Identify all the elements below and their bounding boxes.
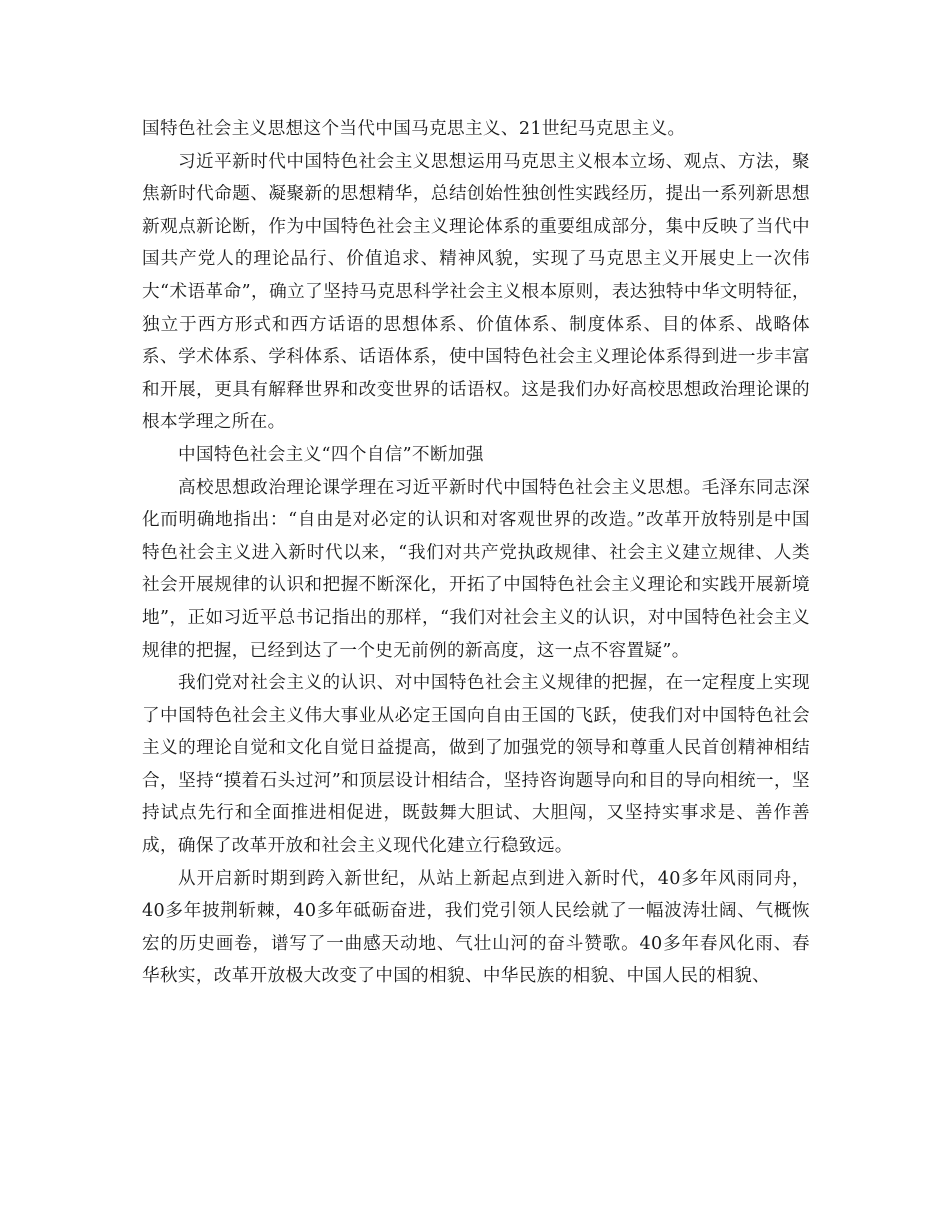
paragraph-xi-thought-summary: 习近平新时代中国特色社会主义思想运用马克思主义根本立场、观点、方法，聚焦新时代命题、凝聚新的思想精华，总结创始性独创性实践经历，提出一系列新思想新观点新论断，作为中国特色社会主义理论体系的重要组成部分，集中反映了当代中国共产党人的理论品行、价值追求、精神风貌，实现了马克思主义开展史上一次伟大“术语革命”，确立了坚持马克思科学社会主义根本原则，表达独特中华文明特征，独立于西方形式和西方话语的思想体系、价值体系、制度体系、目的体系、战略体系、学术体系、学科体系、话语体系，使中国特色社会主义理论体系得到进一步丰富和开展，更具有解释世界和改变世界的话语权。这是我们办好高校思想政治理论课的根本学理之所在。 xyxy=(142,151,810,433)
section-heading: 中国特色社会主义“四个自信”不断加强 xyxy=(178,444,484,465)
paragraph-continuation: 国特色社会主义思想这个当代中国马克思主义、21世纪马克思主义。 xyxy=(142,119,686,139)
paragraph-forty-years: 从开启新时期到跨入新世纪，从站上新起点到进入新时代，40多年风雨同舟，40多年披荆斩棘，40多年砥砺奋进，我们党引领人民绘就了一幅波涛壮阔、气概恢宏的历史画卷，谱写了一曲感天动地、气壮山河的奋斗赞歌。40多年春风化雨、春华秋实，改革开放极大改变了中国的相貌、中华民族的相貌、中国人民的相貌、 xyxy=(142,868,810,987)
paragraph-theory-basis: 高校思想政治理论课学理在习近平新时代中国特色社会主义思想。毛泽东同志深化而明确地指出：“自由是对必定的认识和对客观世界的改造。”改革开放特别是中国特色社会主义进入新时代以来，“我们对共产党执政规律、社会主义建立规律、人类社会开展规律的认识和把握不断深化，开拓了中国特色社会主义理论和实践开展新境地”，正如习近平总书记指出的那样，“我们对社会主义的认识，对中国特色社会主义规律的把握，已经到达了一个史无前例的新高度，这一点不容置疑”。 xyxy=(142,477,810,661)
paragraph-party-understanding: 我们党对社会主义的认识、对中国特色社会主义规律的把握，在一定程度上实现了中国特色社会主义伟大事业从必定王国向自由王国的飞跃，使我们对中国特色社会主义的理论自觉和文化自觉日益提高，做到了加强党的领导和尊重人民首创精神相结合，坚持“摸着石头过河”和顶层设计相结合，坚持咨询题导向和目的导向相统一，坚持试点先行和全面推进相促进，既鼓舞大胆试、大胆闯，又坚持实事求是、善作善成，确保了改革开放和社会主义现代化建立行稳致远。 xyxy=(142,673,810,857)
document-body xyxy=(142,113,810,993)
